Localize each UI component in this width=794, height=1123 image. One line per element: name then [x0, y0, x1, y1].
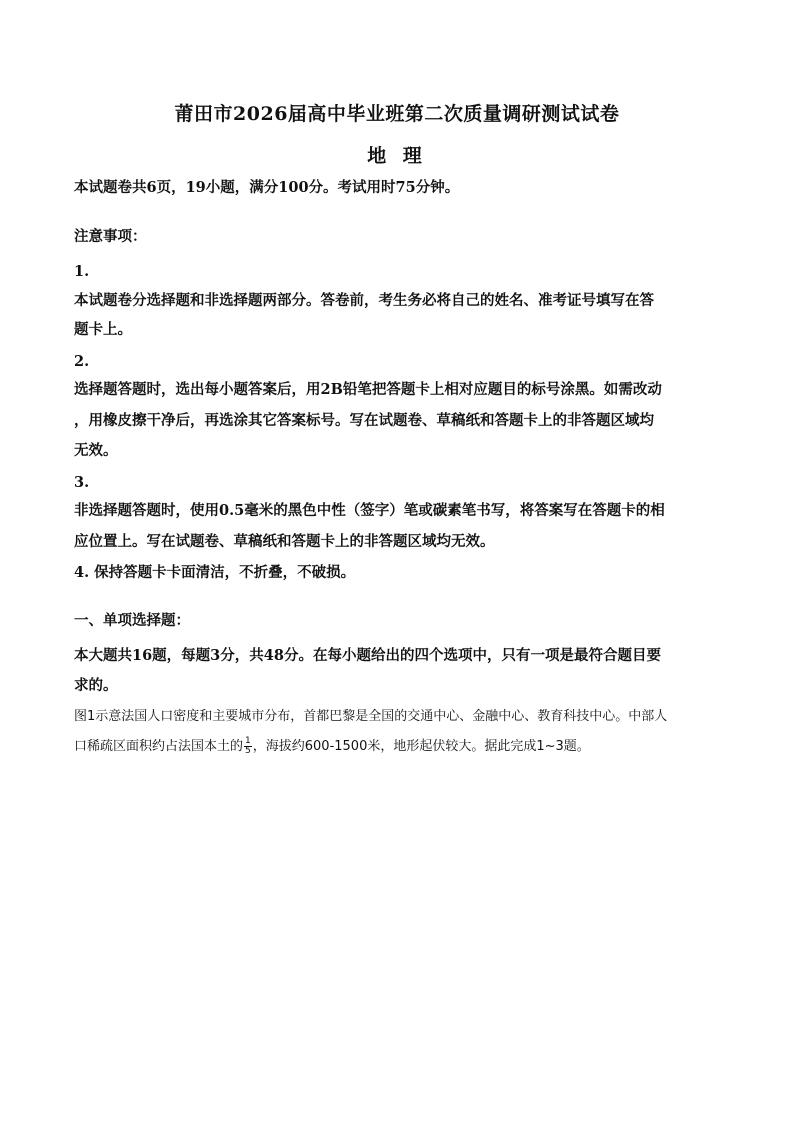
section-1-desc-line-1: 本大题共16题，每题3分，共48分。在每小题给出的四个选项中，只有一项是最符合题目要: [74, 647, 661, 664]
note-3-line-1: 非选择题答题时，使用0.5毫米的黑色中性（签字）笔或碳素笔书写，将答案写在答题卡的相: [74, 502, 665, 519]
section-1-desc-line-2: 求的。: [74, 677, 118, 694]
note-1-number: 1.: [74, 263, 90, 280]
note-1-line-1: 本试题卷分选择题和非选择题两部分。答卷前，考生务必将自己的姓名、准考证号填写在答: [74, 292, 654, 309]
section-1-heading: 一、单项选择题：: [74, 612, 190, 629]
note-2-number: 2.: [74, 353, 90, 370]
question-stem-line-2-end: ，海拔约600-1500米，地形起伏较大。据此完成1~3题。: [252, 739, 590, 754]
question-stem-line-1: 图1示意法国人口密度和主要城市分布，首都巴黎是全国的交通中心、金融中心、教育科技中心。中部人: [74, 709, 668, 724]
note-3-line-2: 应位置上。写在试题卷、草稿纸和答题卡上的非答题区域均无效。: [74, 533, 495, 550]
subject-title: 地 理: [367, 145, 427, 167]
question-stem-line-2: [74, 737, 724, 757]
exam-title: 莆田市2026届高中毕业班第二次质量调研测试试卷: [174, 103, 620, 125]
exam-intro: 本试题卷共6页，19小题，满分100分。考试用时75分钟。: [74, 179, 460, 196]
fraction-numerator: 1: [245, 736, 251, 746]
notes-heading: 注意事项：: [74, 228, 147, 245]
note-3-number: 3.: [74, 474, 90, 491]
fraction-denominator: 5: [245, 746, 251, 756]
fraction: [244, 737, 252, 756]
note-2-line-2: ，用橡皮擦干净后，再选涂其它答案标号。写在试题卷、草稿纸和答题卡上的非答题区域均: [74, 412, 654, 429]
note-2-line-3: 无效。: [74, 442, 118, 459]
note-4: 4. 保持答题卡卡面清洁，不折叠，不破损。: [74, 564, 356, 581]
question-stem-line-2-start: 口稀疏区面积约占法国本土的: [74, 739, 244, 754]
note-2-line-1: 选择题答题时，选出每小题答案后，用2B铅笔把答题卡上相对应题目的标号涂黑。如需改动: [74, 381, 662, 398]
note-1-line-2: 题卡上。: [74, 321, 132, 338]
